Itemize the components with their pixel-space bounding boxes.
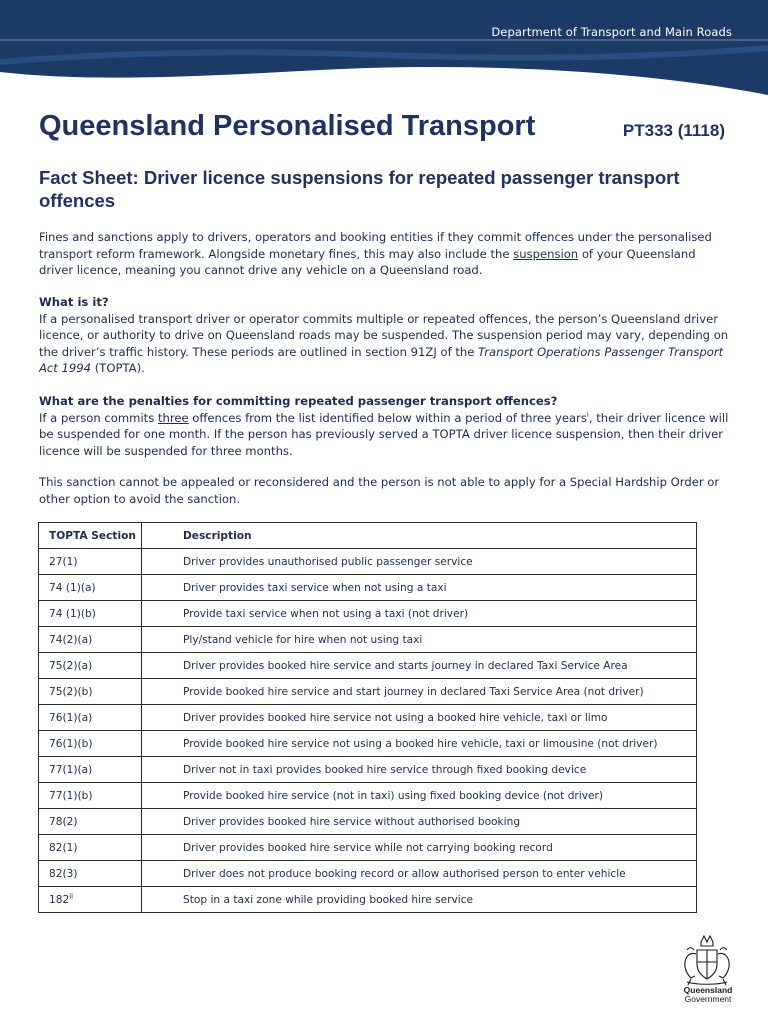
table-header-row: [39, 523, 697, 549]
topta-section-cell: [39, 705, 142, 731]
header-banner: [0, 0, 768, 95]
three-underlined: three: [157, 410, 189, 425]
section-number: 74 (1)(a): [49, 581, 96, 594]
penalties-text-start: If a person commits: [39, 410, 158, 425]
what-is-it-section: [39, 294, 729, 377]
table-row: [39, 809, 697, 835]
department-name: Department of Transport and Main Roads: [491, 25, 732, 39]
intro-text-start: Fines and sanctions apply to drivers, operators and booking entities if they commit offences under the personalised transport reform framework. Alongside monetary fines, this may also include the: [39, 230, 712, 261]
topta-section-cell: [39, 887, 142, 913]
section-number: 74(2)(a): [49, 633, 93, 646]
section-number: 76(1)(a): [49, 711, 93, 724]
topta-section-cell: [39, 601, 142, 627]
description-cell: Provide booked hire service not using a booked hire vehicle, taxi or limousine (not driver): [142, 731, 697, 757]
table-row: [39, 549, 697, 575]
table-row: [39, 575, 697, 601]
logo-name: Queensland: [683, 985, 733, 995]
topta-section-cell: [39, 627, 142, 653]
what-is-it-text-end: (TOPTA).: [91, 361, 145, 375]
penalties-section: [39, 393, 729, 459]
table-row: [39, 887, 697, 913]
table-row: [39, 835, 697, 861]
description-cell: Driver provides booked hire service not using a booked hire vehicle, taxi or limo: [142, 705, 697, 731]
section-number: 75(2)(a): [49, 659, 93, 672]
table-row: [39, 627, 697, 653]
table-body: [39, 549, 697, 913]
section-number: 27(1): [49, 555, 78, 568]
topta-section-cell: [39, 679, 142, 705]
section-number: 82(1): [49, 841, 78, 854]
description-cell: Provide taxi service when not using a taxi (not driver): [142, 601, 697, 627]
header-topta-section: TOPTA Section: [39, 523, 142, 549]
footnote-marker: i: [586, 410, 589, 419]
what-is-it-heading: What is it?: [39, 295, 109, 309]
section-number: 74 (1)(b): [49, 607, 96, 620]
section-number: 75(2)(b): [49, 685, 93, 698]
intro-paragraph: [39, 229, 729, 279]
topta-section-cell: [39, 653, 142, 679]
section-number: 77(1)(b): [49, 789, 93, 802]
description-cell: Driver provides unauthorised public passenger service: [142, 549, 697, 575]
fact-sheet-subtitle: Fact Sheet: Driver licence suspensions for repeated passenger transport offences: [39, 167, 680, 211]
table-row: [39, 783, 697, 809]
section-number: 82(3): [49, 867, 78, 880]
section-number: 77(1)(a): [49, 763, 93, 776]
description-cell: Driver provides taxi service when not using a taxi: [142, 575, 697, 601]
sanction-note-text: This sanction cannot be appealed or reconsidered and the person is not able to apply for a Special Hardship Order or other option to avoid the sanction.: [39, 475, 720, 506]
section-number: 76(1)(b): [49, 737, 93, 750]
title-row: [39, 110, 729, 143]
description-cell: Stop in a taxi zone while providing booked hire service: [142, 887, 697, 913]
topta-section-cell: [39, 757, 142, 783]
table-row: [39, 653, 697, 679]
section-number: 182: [49, 893, 70, 906]
topta-section-cell: [39, 575, 142, 601]
suspension-link[interactable]: suspension: [513, 246, 579, 261]
topta-section-cell: [39, 809, 142, 835]
table-row: [39, 861, 697, 887]
topta-offences-table: [38, 522, 697, 913]
header-description: Description: [142, 523, 697, 549]
penalties-text-mid: offences from the list identified below within a period of three years: [188, 410, 587, 425]
penalties-text-end: , their driver licence will be suspended for one month. If the person has previously served a TOPTA driver licence suspension, then their driver licence will be suspended for three months.: [39, 410, 729, 458]
description-cell: Driver provides booked hire service while not carrying booking record: [142, 835, 697, 861]
topta-section-cell: [39, 861, 142, 887]
topta-section-cell: [39, 783, 142, 809]
table-row: [39, 679, 697, 705]
document-code: PT333 (1118): [622, 121, 725, 140]
page-title: Queensland Personalised Transport: [39, 110, 536, 142]
queensland-government-logo: [680, 986, 736, 1004]
table-row: [39, 757, 697, 783]
logo-sub: Government: [684, 994, 732, 1004]
description-cell: Provide booked hire service and start journey in declared Taxi Service Area (not driver): [142, 679, 697, 705]
act-title: Transport Operations Passenger Transport Act 1994: [39, 344, 724, 375]
description-cell: Driver does not produce booking record or allow authorised person to enter vehicle: [142, 861, 697, 887]
table-row: [39, 731, 697, 757]
section-number: 78(2): [49, 815, 78, 828]
sanction-note: [39, 474, 729, 507]
description-cell: Driver provides booked hire service without authorised booking: [142, 809, 697, 835]
table-row: [39, 705, 697, 731]
section-footnote: ii: [69, 891, 74, 900]
description-cell: Driver not in taxi provides booked hire service through fixed booking device: [142, 757, 697, 783]
what-is-it-text: If a personalised transport driver or operator commits multiple or repeated offences, the person’s Queensland driver licence, or authority to drive on Queensland roads may be suspended. The suspension period may vary, depending on the driver’s traffic history. These periods are outlined in section 91ZJ of the: [39, 311, 729, 359]
topta-section-cell: [39, 549, 142, 575]
topta-section-cell: [39, 731, 142, 757]
description-cell: Ply/stand vehicle for hire when not using taxi: [142, 627, 697, 653]
penalties-heading: What are the penalties for committing repeated passenger transport offences?: [39, 394, 558, 408]
description-cell: Driver provides booked hire service and starts journey in declared Taxi Service Area: [142, 653, 697, 679]
intro-text-end: of your Queensland driver licence, meaning you cannot drive any vehicle on a Queensland road.: [39, 246, 696, 277]
table-row: [39, 601, 697, 627]
topta-section-cell: [39, 835, 142, 861]
description-cell: Provide booked hire service (not in taxi) using fixed booking device (not driver): [142, 783, 697, 809]
